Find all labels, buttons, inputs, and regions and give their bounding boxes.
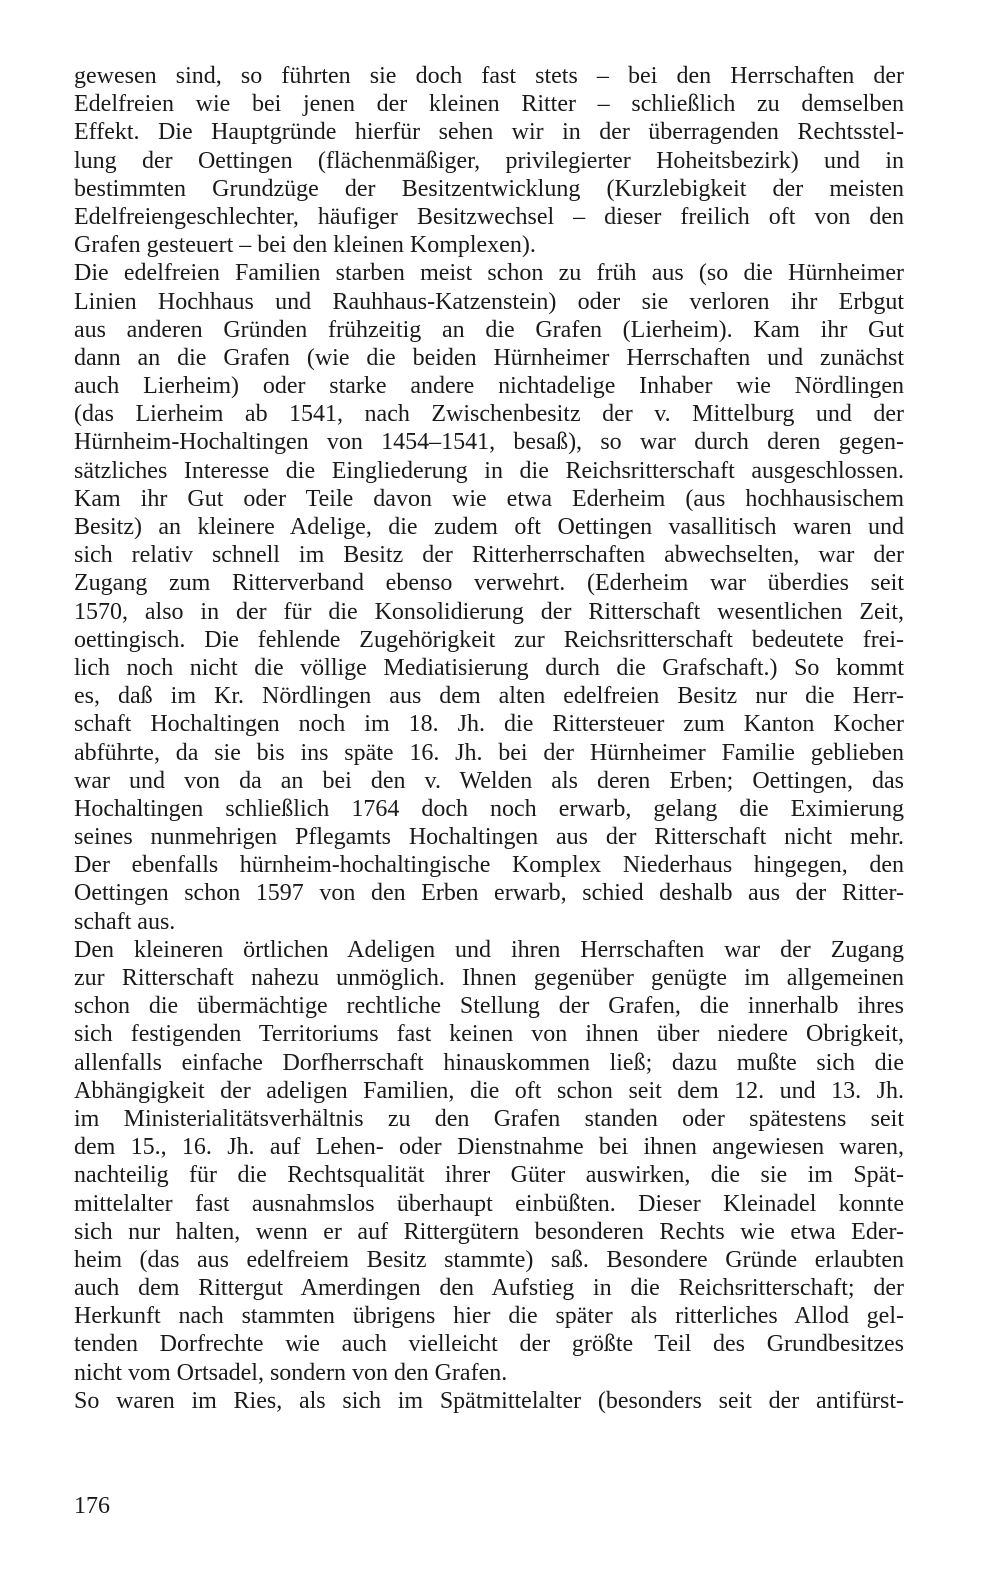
page-number: 176 — [74, 1493, 110, 1519]
text-line: sich relativ schnell im Besitz der Ritterherrschaften abwechselten, war der — [74, 542, 904, 569]
text-line: So waren im Ries, als sich im Spätmittelalter (besonders seit der antifürst- — [74, 1387, 904, 1414]
text-line: auch dem Rittergut Amerdingen den Aufstieg in die Reichsritterschaft; der — [74, 1275, 904, 1302]
text-line: Hochaltingen schließlich 1764 doch noch erwarb, gelang die Eximierung — [74, 795, 904, 822]
text-line: lich noch nicht die völlige Mediatisierung durch die Grafschaft.) So kommt — [74, 654, 904, 681]
text-line: es, daß im Kr. Nördlingen aus dem alten edelfreien Besitz nur die Herr- — [74, 683, 904, 710]
text-line: bestimmten Grundzüge der Besitzentwicklung (Kurzlebigkeit der meisten — [74, 175, 904, 202]
text-line: Edelfreiengeschlechter, häufiger Besitzwechsel – dieser freilich oft von den — [74, 203, 904, 230]
text-line: seines nunmehrigen Pflegamts Hochaltingen aus der Ritterschaft nicht mehr. — [74, 824, 904, 851]
text-line: auch Lierheim) oder starke andere nichtadelige Inhaber wie Nördlingen — [74, 373, 904, 400]
text-line: Grafen gesteuert – bei den kleinen Komplexen). — [74, 232, 536, 259]
text-line: Abhängigkeit der adeligen Familien, die oft schon seit dem 12. und 13. Jh. — [74, 1077, 904, 1104]
text-line: dann an die Grafen (wie die beiden Hürnheimer Herrschaften und zunächst — [74, 344, 904, 371]
text-line: Besitz) an kleinere Adelige, die zudem oft Oettingen vasallitisch waren und — [74, 514, 904, 540]
text-line: tenden Dorfrechte wie auch vielleicht der größte Teil des Grundbesitzes — [74, 1331, 904, 1358]
text-line: gewesen sind, so führten sie doch fast stets – bei den Herrschaften der — [74, 63, 904, 89]
text-line: Oettingen schon 1597 von den Erben erwarb, schied deshalb aus der Ritter- — [74, 880, 904, 907]
text-line: sich festigenden Territoriums fast keinen von ihnen über niedere Obrigkeit, — [74, 1021, 904, 1048]
text-line: mittelalter fast ausnahmslos überhaupt einbüßten. Dieser Kleinadel konnte — [74, 1190, 904, 1217]
text-line: schon die übermächtige rechtliche Stellung der Grafen, die innerhalb ihres — [74, 993, 904, 1020]
text-line: Zugang zum Ritterverband ebenso verwehrt. (Ederheim war überdies seit — [74, 570, 904, 597]
text-line: schaft aus. — [74, 908, 176, 935]
text-line: schaft Hochaltingen noch im 18. Jh. die Rittersteuer zum Kanton Kocher — [74, 711, 904, 738]
text-line: Den kleineren örtlichen Adeligen und ihren Herrschaften war der Zugang — [74, 936, 904, 963]
text-line: aus anderen Gründen frühzeitig an die Grafen (Lierheim). Kam ihr Gut — [74, 316, 904, 343]
text-line: dem 15., 16. Jh. auf Lehen- oder Dienstnahme bei ihnen angewiesen waren, — [74, 1134, 904, 1161]
text-line: Die edelfreien Familien starben meist schon zu früh aus (so die Hürnheimer — [74, 260, 904, 287]
text-line: abführte, da sie bis ins späte 16. Jh. bei der Hürnheimer Familie geblieben — [74, 739, 904, 766]
text-line: sätzliches Interesse die Eingliederung in die Reichsritterschaft ausgeschlossen. — [74, 457, 904, 484]
text-line: Hürnheim-Hochaltingen von 1454–1541, besaß), so war durch deren gegen- — [74, 429, 904, 456]
text-line: 1570, also in der für die Konsolidierung der Ritterschaft wesentlichen Zeit, — [74, 598, 904, 625]
text-line: zur Ritterschaft nahezu unmöglich. Ihnen gegenüber genügte im allgemeinen — [74, 965, 904, 991]
text-line: war und von da an bei den v. Welden als deren Erben; Oettingen, das — [74, 767, 904, 794]
text-line: Edelfreien wie bei jenen der kleinen Ritter – schließlich zu demselben — [74, 91, 904, 118]
text-line: oettingisch. Die fehlende Zugehörigkeit zur Reichsritterschaft bedeutete frei- — [74, 626, 904, 653]
text-line: Kam ihr Gut oder Teile davon wie etwa Ederheim (aus hochhausischem — [74, 485, 904, 512]
text-line: heim (das aus edelfreiem Besitz stammte) saß. Besondere Gründe erlaubten — [74, 1246, 904, 1273]
text-line: sich nur halten, wenn er auf Rittergütern besonderen Rechts wie etwa Eder- — [74, 1218, 904, 1245]
text-line: lung der Oettingen (flächenmäßiger, privilegierter Hoheitsbezirk) und in — [74, 147, 904, 174]
text-line: nachteilig für die Rechtsqualität ihrer Güter auswirken, die sie im Spät- — [74, 1162, 904, 1189]
text-line: Der ebenfalls hürnheim-hochaltingische Komplex Niederhaus hingegen, den — [74, 852, 904, 879]
text-line: (das Lierheim ab 1541, nach Zwischenbesitz der v. Mittelburg und der — [74, 401, 904, 428]
text-line: allenfalls einfache Dorfherrschaft hinauskommen ließ; dazu mußte sich die — [74, 1049, 904, 1076]
body-text — [74, 62, 904, 1415]
text-line: im Ministerialitätsverhältnis zu den Grafen standen oder spätestens seit — [74, 1105, 904, 1132]
text-line: Herkunft nach stammten übrigens hier die später als ritterliches Allod gel- — [74, 1303, 904, 1330]
text-line: nicht vom Ortsadel, sondern von den Grafen. — [74, 1359, 508, 1386]
text-line: Linien Hochhaus und Rauhhaus-Katzenstein) oder sie verloren ihr Erbgut — [74, 288, 904, 315]
text-line: Effekt. Die Hauptgründe hierfür sehen wir in der überragenden Rechtsstel- — [74, 119, 904, 146]
